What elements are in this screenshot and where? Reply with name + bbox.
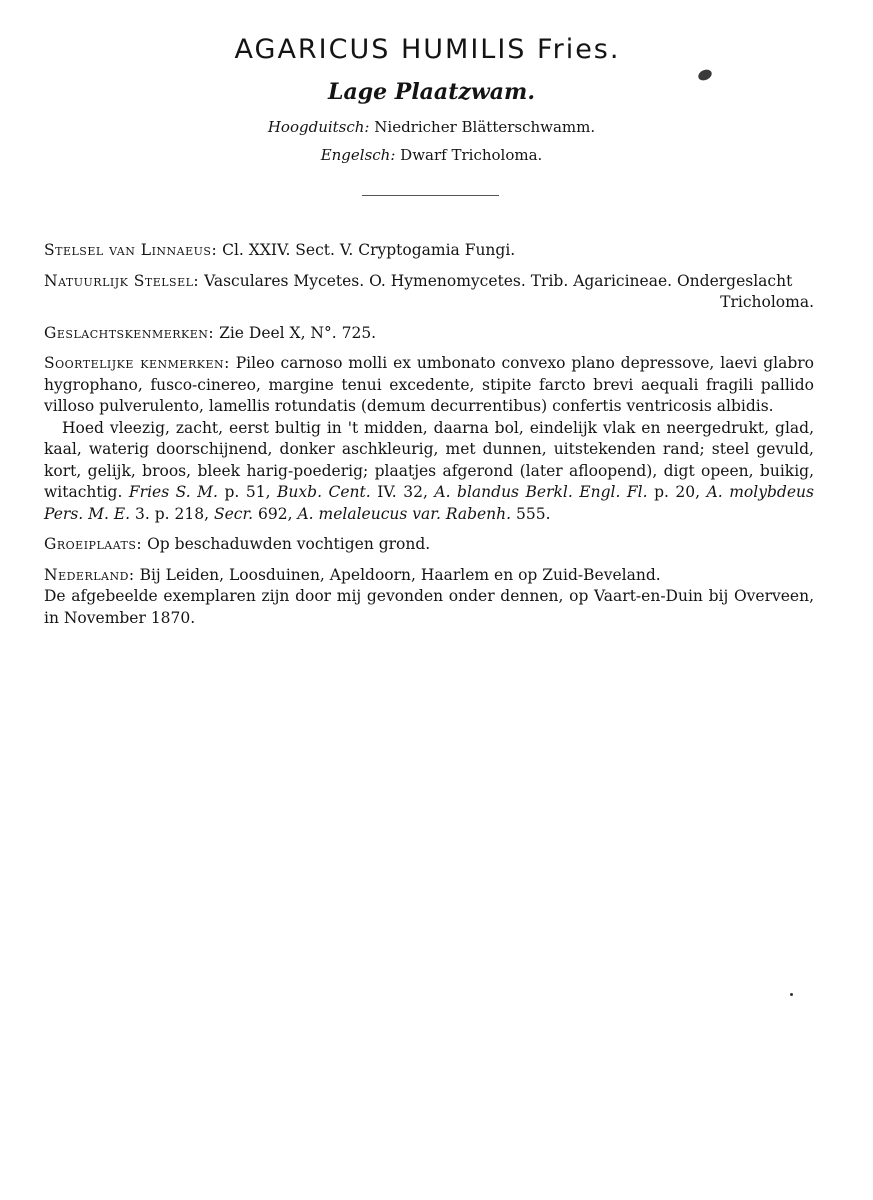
page-title: AGARICUS HUMILIS Fries. xyxy=(234,34,621,65)
ref-secretan-page: 692, xyxy=(258,504,293,523)
english-name-line xyxy=(0,146,868,164)
linnaeus-paragraph xyxy=(44,240,814,262)
ref-rabenhorst-page: 555. xyxy=(516,504,551,523)
ref-berkeley: A. blandus Berkl. Engl. Fl. xyxy=(434,483,648,501)
netherlands-label: Nederland: xyxy=(44,565,135,584)
species-label: Soortelijke kenmerken: xyxy=(44,354,230,372)
genus-paragraph xyxy=(44,323,814,345)
german-label: Hoogduitsch: xyxy=(267,118,370,136)
netherlands-text: Bij Leiden, Loosduinen, Apeldoorn, Haarlem en op Zuid-Beveland. xyxy=(139,565,661,584)
ref-berkeley-page: p. 20, xyxy=(654,483,701,501)
natural-system-continuation: Tricholoma. xyxy=(720,293,814,311)
linnaeus-text: Cl. XXIV. Sect. V. Cryptogamia Fungi. xyxy=(222,241,516,259)
habitat-label: Groeiplaats: xyxy=(44,535,143,553)
ref-fries: Fries S. M. xyxy=(128,483,218,501)
ink-dot xyxy=(790,993,793,996)
ref-buxbaum: Buxb. Cent. xyxy=(277,483,371,501)
title-divider xyxy=(362,195,499,196)
english-label: Engelsch: xyxy=(320,146,396,164)
genus-text: Zie Deel X, N°. 725. xyxy=(219,323,377,342)
ref-rabenhorst: A. melaleucus var. Rabenh. xyxy=(297,504,512,523)
ref-buxbaum-page: IV. 32, xyxy=(377,483,428,501)
german-name-line xyxy=(0,118,868,136)
german-name: Niedricher Blätterschwamm. xyxy=(374,118,596,136)
description-paragraph xyxy=(44,418,814,526)
natural-system-label: Natuurlijk Stelsel: xyxy=(44,271,200,290)
ref-fries-page: p. 51, xyxy=(224,483,271,501)
species-text: Pileo carnoso molli ex umbonato convexo plano depressove, laevi glabro hygrophano, fusco-cinereo, margine tenui excedente, stipite farcto brevi aequali fragili pallido villoso pulverulento, lamellis rotundatis (demum decurrentibus) confertis ventricosis albidis. xyxy=(44,354,814,415)
species-paragraph xyxy=(44,353,814,418)
habitat-paragraph xyxy=(44,534,814,556)
habitat-text: Op beschaduwden vochtigen grond. xyxy=(147,535,431,553)
ref-secretan: Secr. xyxy=(213,504,254,523)
netherlands-paragraph xyxy=(44,565,814,587)
dutch-name: Lage Plaatzwam. xyxy=(328,79,535,105)
natural-system-text: Vasculares Mycetes. O. Hymenomycetes. Trib. Agaricineae. Ondergeslacht xyxy=(204,271,793,290)
page-body xyxy=(44,240,814,629)
genus-label: Geslachtskenmerken: xyxy=(44,323,215,342)
natural-system-paragraph xyxy=(44,271,814,293)
description-text: Hoed vleezig, zacht, eerst bultig in 't midden, daarna bol, eindelijk vlak en neergedrukt, glad, kaal, waterig doorschijnend, donker aschkleurig, met dunnen, uitstekenden rand; steel gevuld, kort, gelijk, broos, bleek harig-poederig; plaatjes afgerond (later afloopend), digt opeen, buikig, witachtig. xyxy=(44,418,814,501)
collection-note: De afgebeelde exemplaren zijn door mij gevonden onder dennen, op Vaart-en-Duin bij Overveen, in November 1870. xyxy=(44,587,814,627)
ref-persoon-page: 3. p. 218, xyxy=(135,504,210,523)
english-name: Dwarf Tricholoma. xyxy=(400,146,543,164)
ref-persoon: A. molybdeus Pers. M. E. xyxy=(44,483,814,523)
linnaeus-label: Stelsel van Linnaeus: xyxy=(44,241,218,259)
